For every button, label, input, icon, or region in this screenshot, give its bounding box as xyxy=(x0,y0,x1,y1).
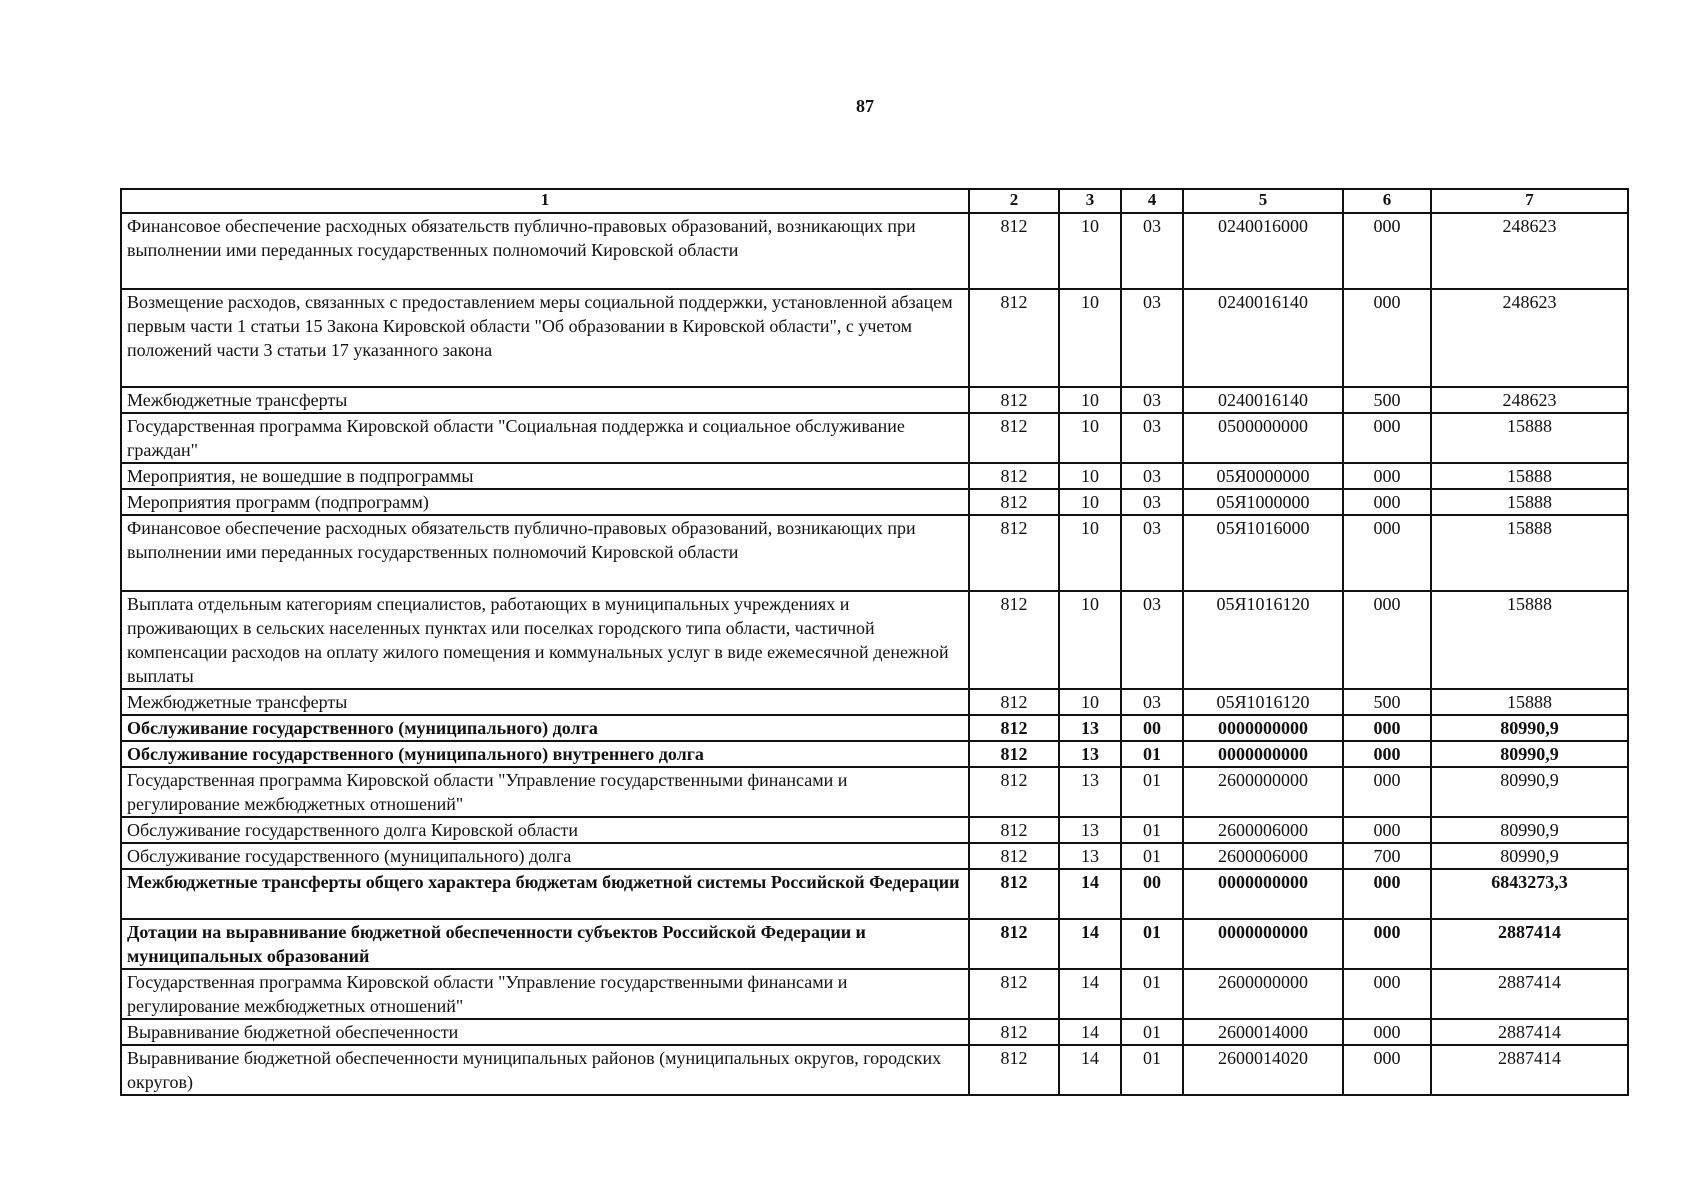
row-code-6: 000 xyxy=(1343,515,1431,591)
table-row xyxy=(121,919,1628,969)
row-code-4: 03 xyxy=(1121,591,1183,689)
row-code-2: 812 xyxy=(969,969,1059,1019)
row-code-6: 000 xyxy=(1343,741,1431,767)
row-code-6: 500 xyxy=(1343,689,1431,715)
row-code-6: 000 xyxy=(1343,969,1431,1019)
row-code-2: 812 xyxy=(969,869,1059,919)
row-code-5: 0000000000 xyxy=(1183,869,1343,919)
row-code-5: 2600014020 xyxy=(1183,1045,1343,1095)
row-code-3: 14 xyxy=(1059,1045,1121,1095)
table-row xyxy=(121,489,1628,515)
row-code-4: 01 xyxy=(1121,969,1183,1019)
row-code-3: 10 xyxy=(1059,463,1121,489)
row-code-2: 812 xyxy=(969,213,1059,289)
row-code-4: 00 xyxy=(1121,869,1183,919)
row-code-4: 01 xyxy=(1121,817,1183,843)
row-amount: 80990,9 xyxy=(1431,715,1628,741)
row-code-2: 812 xyxy=(969,919,1059,969)
row-description: Дотации на выравнивание бюджетной обеспеченности субъектов Российской Федерации и муниципальных образований xyxy=(121,919,969,969)
row-description: Выравнивание бюджетной обеспеченности муниципальных районов (муниципальных округов, городских округов) xyxy=(121,1045,969,1095)
column-header: 1 xyxy=(121,189,969,213)
row-code-5: 2600006000 xyxy=(1183,817,1343,843)
row-code-3: 13 xyxy=(1059,741,1121,767)
row-code-2: 812 xyxy=(969,843,1059,869)
row-code-5: 0500000000 xyxy=(1183,413,1343,463)
row-description: Обслуживание государственного (муниципального) долга xyxy=(121,715,969,741)
row-code-2: 812 xyxy=(969,715,1059,741)
row-description: Обслуживание государственного (муниципального) внутреннего долга xyxy=(121,741,969,767)
row-code-5: 2600000000 xyxy=(1183,767,1343,817)
row-code-6: 000 xyxy=(1343,817,1431,843)
row-amount: 80990,9 xyxy=(1431,767,1628,817)
row-amount: 6843273,3 xyxy=(1431,869,1628,919)
row-code-6: 000 xyxy=(1343,591,1431,689)
row-description: Межбюджетные трансферты xyxy=(121,689,969,715)
row-amount: 15888 xyxy=(1431,489,1628,515)
row-code-4: 03 xyxy=(1121,515,1183,591)
row-code-5: 2600006000 xyxy=(1183,843,1343,869)
row-code-6: 000 xyxy=(1343,213,1431,289)
row-code-3: 14 xyxy=(1059,869,1121,919)
row-code-5: 2600014000 xyxy=(1183,1019,1343,1045)
table-row xyxy=(121,591,1628,689)
table-row xyxy=(121,515,1628,591)
row-code-5: 0000000000 xyxy=(1183,919,1343,969)
row-code-6: 000 xyxy=(1343,1045,1431,1095)
row-code-4: 03 xyxy=(1121,489,1183,515)
row-code-3: 13 xyxy=(1059,843,1121,869)
table-row xyxy=(121,969,1628,1019)
row-description: Обслуживание государственного долга Кировской области xyxy=(121,817,969,843)
table-row xyxy=(121,843,1628,869)
row-code-3: 10 xyxy=(1059,413,1121,463)
row-code-2: 812 xyxy=(969,489,1059,515)
row-code-3: 10 xyxy=(1059,289,1121,387)
table-row xyxy=(121,387,1628,413)
row-description: Государственная программа Кировской области "Социальная поддержка и социальное обслуживание граждан" xyxy=(121,413,969,463)
row-amount: 2887414 xyxy=(1431,1019,1628,1045)
row-code-3: 10 xyxy=(1059,689,1121,715)
row-amount: 80990,9 xyxy=(1431,843,1628,869)
row-description: Финансовое обеспечение расходных обязательств публично-правовых образований, возникающих при выполнении ими переданных государственных полномочий Кировской области xyxy=(121,515,969,591)
budget-table xyxy=(120,188,1629,1096)
row-code-5: 0240016140 xyxy=(1183,387,1343,413)
row-code-2: 812 xyxy=(969,767,1059,817)
row-code-5: 05Я1016120 xyxy=(1183,591,1343,689)
table-row xyxy=(121,413,1628,463)
row-code-2: 812 xyxy=(969,689,1059,715)
table-row xyxy=(121,463,1628,489)
row-code-6: 000 xyxy=(1343,489,1431,515)
page-number: 87 xyxy=(856,96,874,116)
row-code-4: 03 xyxy=(1121,289,1183,387)
row-description: Выравнивание бюджетной обеспеченности xyxy=(121,1019,969,1045)
row-code-3: 10 xyxy=(1059,591,1121,689)
table-row xyxy=(121,869,1628,919)
table-row xyxy=(121,689,1628,715)
row-code-4: 03 xyxy=(1121,413,1183,463)
row-code-3: 14 xyxy=(1059,969,1121,1019)
header-row xyxy=(121,189,1628,213)
row-description: Мероприятия, не вошедшие в подпрограммы xyxy=(121,463,969,489)
row-amount: 2887414 xyxy=(1431,969,1628,1019)
row-code-3: 13 xyxy=(1059,817,1121,843)
table-row xyxy=(121,1045,1628,1095)
row-amount: 80990,9 xyxy=(1431,817,1628,843)
row-code-2: 812 xyxy=(969,741,1059,767)
row-amount: 15888 xyxy=(1431,689,1628,715)
row-code-4: 03 xyxy=(1121,213,1183,289)
row-description: Межбюджетные трансферты общего характера бюджетам бюджетной системы Российской Федерации xyxy=(121,869,969,919)
column-header: 4 xyxy=(1121,189,1183,213)
row-code-4: 03 xyxy=(1121,463,1183,489)
row-amount: 248623 xyxy=(1431,289,1628,387)
row-description: Межбюджетные трансферты xyxy=(121,387,969,413)
row-code-5: 05Я1016000 xyxy=(1183,515,1343,591)
row-code-3: 14 xyxy=(1059,919,1121,969)
row-code-4: 01 xyxy=(1121,1045,1183,1095)
row-code-3: 13 xyxy=(1059,767,1121,817)
row-code-2: 812 xyxy=(969,387,1059,413)
row-code-3: 10 xyxy=(1059,213,1121,289)
row-code-4: 00 xyxy=(1121,715,1183,741)
row-code-6: 000 xyxy=(1343,463,1431,489)
table-row xyxy=(121,289,1628,387)
row-code-2: 812 xyxy=(969,1045,1059,1095)
row-code-5: 05Я1016120 xyxy=(1183,689,1343,715)
row-description: Мероприятия программ (подпрограмм) xyxy=(121,489,969,515)
row-amount: 2887414 xyxy=(1431,919,1628,969)
row-code-3: 13 xyxy=(1059,715,1121,741)
row-code-5: 0240016140 xyxy=(1183,289,1343,387)
row-code-3: 10 xyxy=(1059,515,1121,591)
column-header: 7 xyxy=(1431,189,1628,213)
row-code-6: 000 xyxy=(1343,289,1431,387)
row-amount: 248623 xyxy=(1431,213,1628,289)
row-code-3: 10 xyxy=(1059,489,1121,515)
row-code-4: 03 xyxy=(1121,387,1183,413)
row-amount: 248623 xyxy=(1431,387,1628,413)
row-description: Финансовое обеспечение расходных обязательств публично-правовых образований, возникающих при выполнении ими переданных государственных полномочий Кировской области xyxy=(121,213,969,289)
table-row xyxy=(121,767,1628,817)
row-description: Возмещение расходов, связанных с предоставлением меры социальной поддержки, установленной абзацем первым части 1 статьи 15 Закона Кировской области "Об образовании в Кировской области", с учетом положений части 3 статьи 17 указанного закона xyxy=(121,289,969,387)
row-amount: 15888 xyxy=(1431,413,1628,463)
row-code-6: 000 xyxy=(1343,919,1431,969)
row-amount: 15888 xyxy=(1431,591,1628,689)
row-code-5: 05Я0000000 xyxy=(1183,463,1343,489)
table-row xyxy=(121,213,1628,289)
row-code-3: 10 xyxy=(1059,387,1121,413)
column-header: 5 xyxy=(1183,189,1343,213)
row-code-5: 05Я1000000 xyxy=(1183,489,1343,515)
row-description: Выплата отдельным категориям специалистов, работающих в муниципальных учреждениях и проживающих в сельских населенных пунктах или поселках городского типа области, частичной компенсации расходов на оплату жилого помещения и коммунальных услуг в виде ежемесячной денежной выплаты xyxy=(121,591,969,689)
row-code-5: 0240016000 xyxy=(1183,213,1343,289)
row-code-6: 000 xyxy=(1343,413,1431,463)
row-code-3: 14 xyxy=(1059,1019,1121,1045)
row-code-2: 812 xyxy=(969,817,1059,843)
row-amount: 80990,9 xyxy=(1431,741,1628,767)
row-code-4: 01 xyxy=(1121,843,1183,869)
row-code-2: 812 xyxy=(969,515,1059,591)
row-code-6: 500 xyxy=(1343,387,1431,413)
column-header: 2 xyxy=(969,189,1059,213)
row-code-2: 812 xyxy=(969,289,1059,387)
row-description: Государственная программа Кировской области "Управление государственными финансами и регулирование межбюджетных отношений" xyxy=(121,767,969,817)
row-code-4: 01 xyxy=(1121,919,1183,969)
row-code-6: 000 xyxy=(1343,767,1431,817)
table-row xyxy=(121,1019,1628,1045)
row-code-2: 812 xyxy=(969,463,1059,489)
row-code-6: 000 xyxy=(1343,715,1431,741)
table-row xyxy=(121,715,1628,741)
row-amount: 2887414 xyxy=(1431,1045,1628,1095)
row-code-4: 03 xyxy=(1121,689,1183,715)
row-code-5: 2600000000 xyxy=(1183,969,1343,1019)
row-code-6: 000 xyxy=(1343,869,1431,919)
row-amount: 15888 xyxy=(1431,463,1628,489)
table-row xyxy=(121,741,1628,767)
row-code-4: 01 xyxy=(1121,741,1183,767)
row-code-2: 812 xyxy=(969,591,1059,689)
row-code-2: 812 xyxy=(969,1019,1059,1045)
row-code-6: 700 xyxy=(1343,843,1431,869)
row-code-5: 0000000000 xyxy=(1183,741,1343,767)
row-description: Государственная программа Кировской области "Управление государственными финансами и регулирование межбюджетных отношений" xyxy=(121,969,969,1019)
row-amount: 15888 xyxy=(1431,515,1628,591)
row-code-4: 01 xyxy=(1121,1019,1183,1045)
table-row xyxy=(121,817,1628,843)
column-header: 3 xyxy=(1059,189,1121,213)
row-code-5: 0000000000 xyxy=(1183,715,1343,741)
row-code-4: 01 xyxy=(1121,767,1183,817)
row-description: Обслуживание государственного (муниципального) долга xyxy=(121,843,969,869)
row-code-2: 812 xyxy=(969,413,1059,463)
row-code-6: 000 xyxy=(1343,1019,1431,1045)
column-header: 6 xyxy=(1343,189,1431,213)
